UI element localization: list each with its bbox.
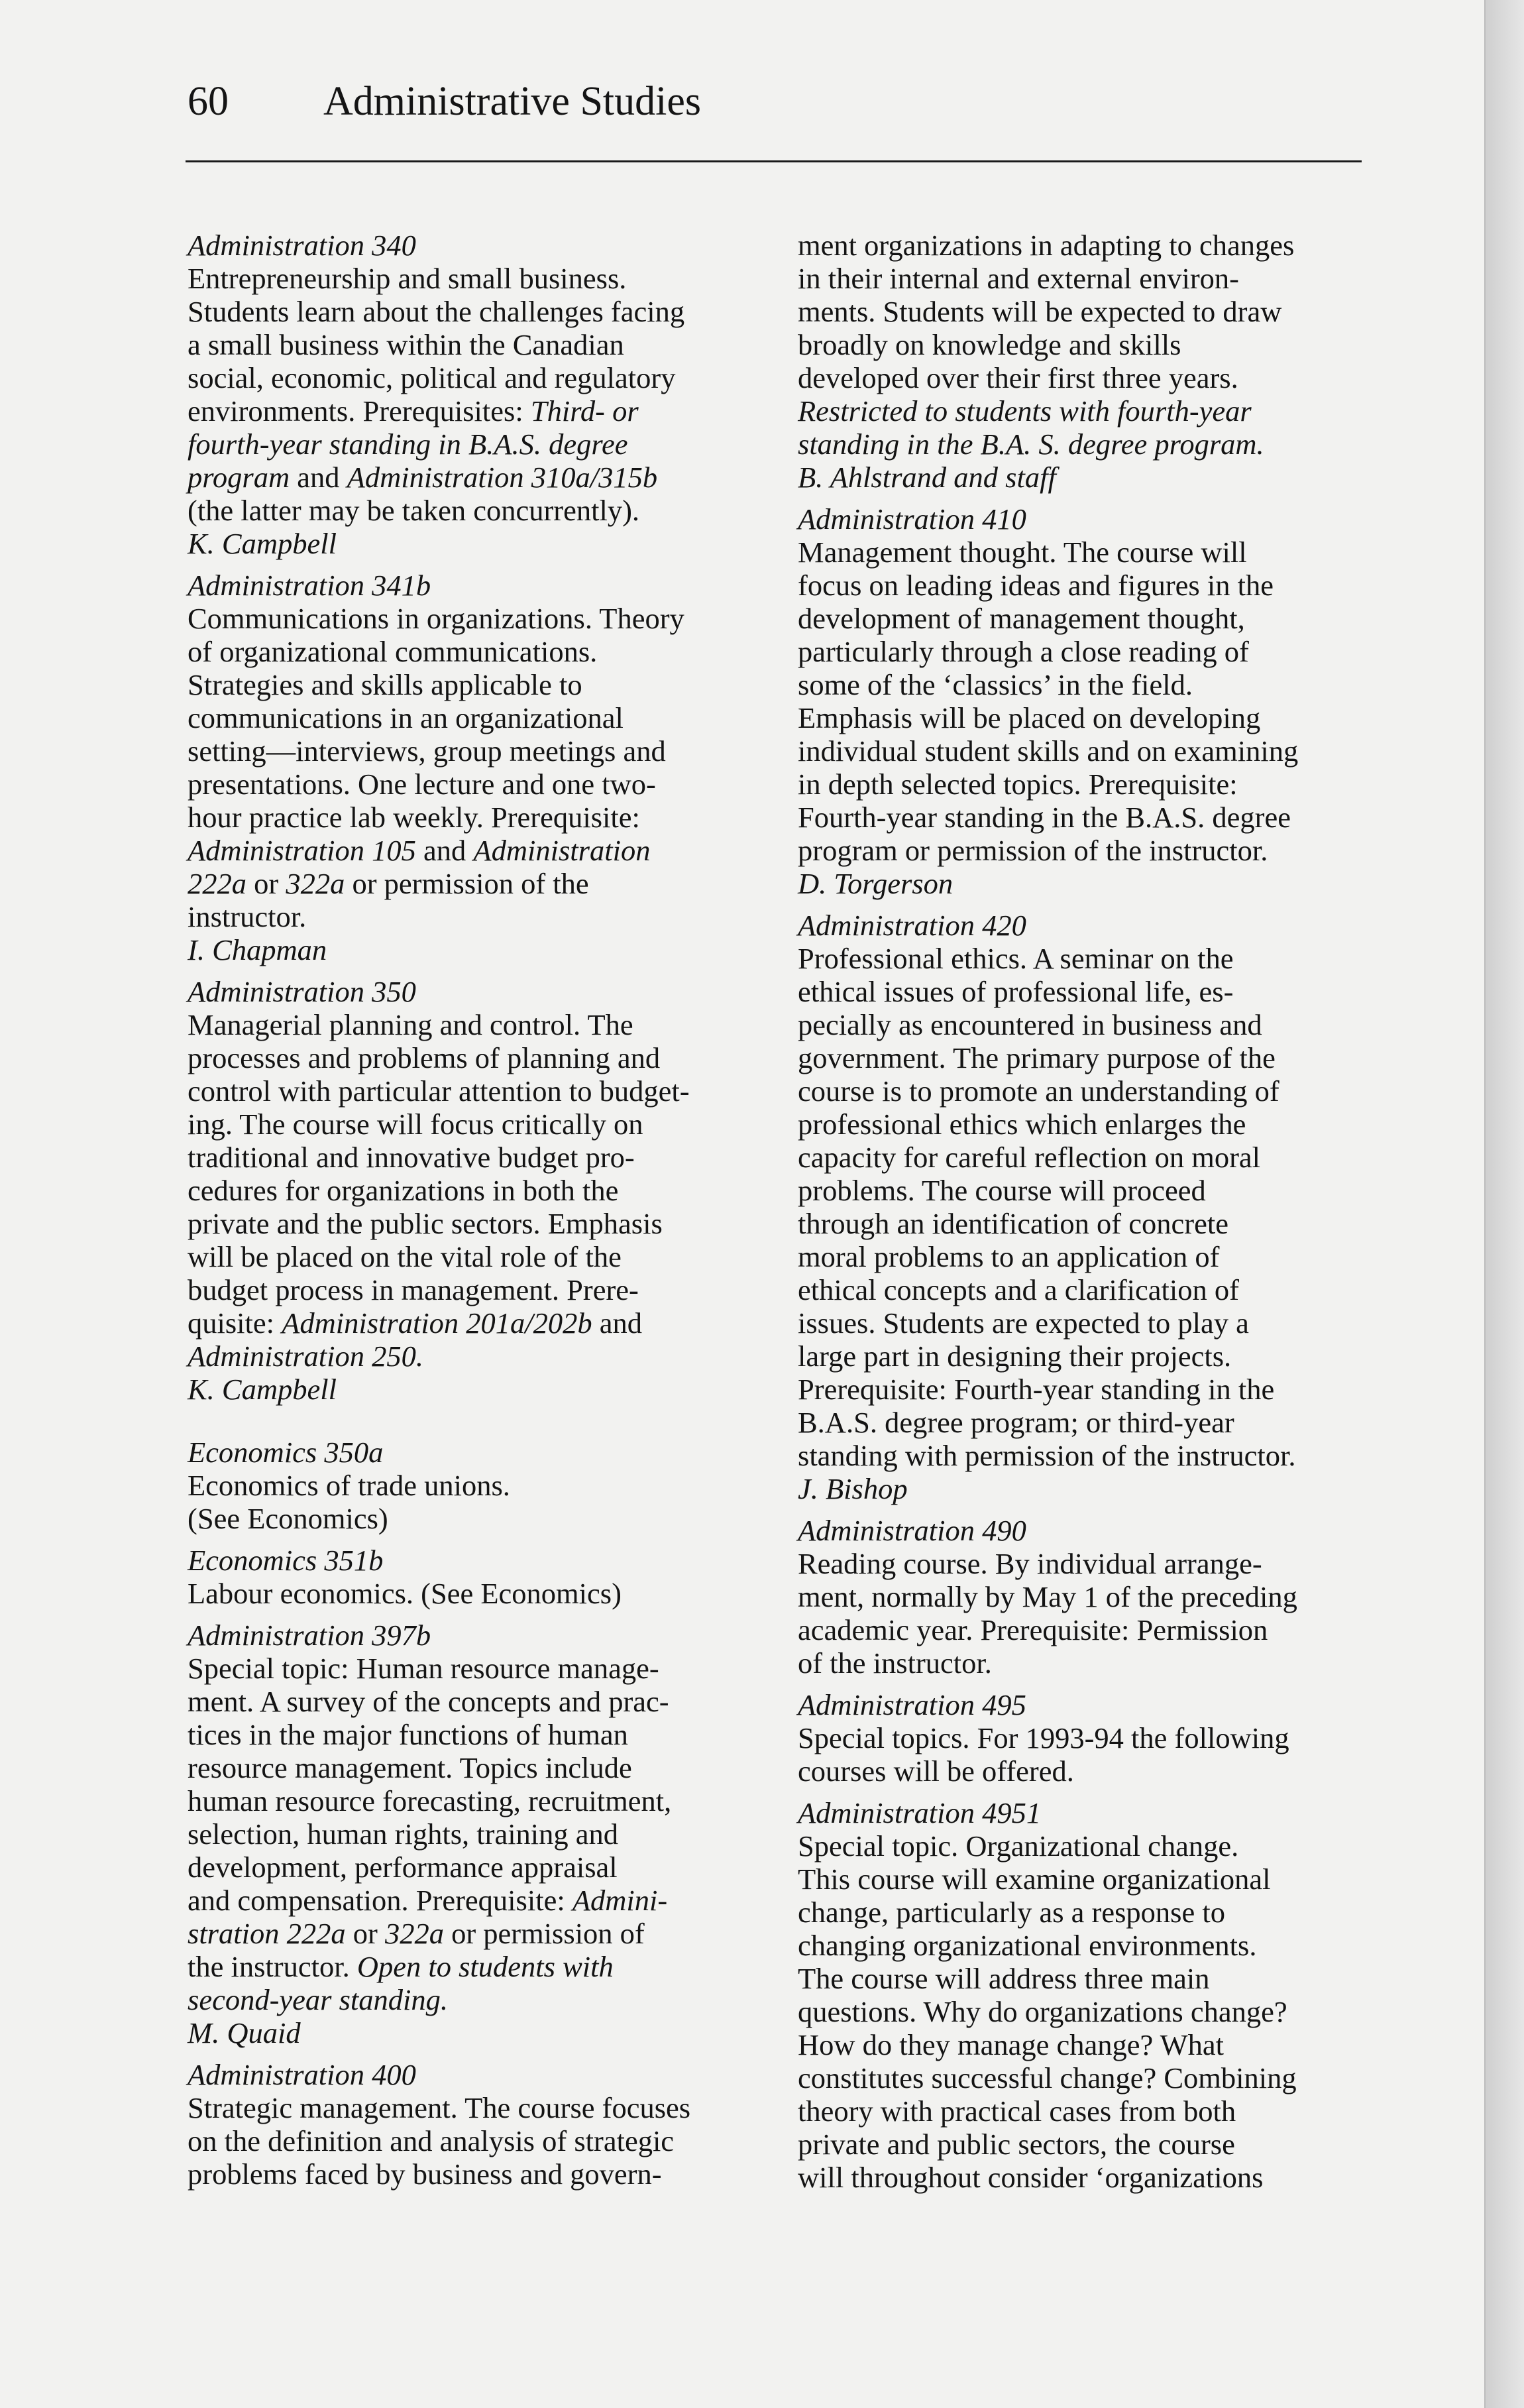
text-run: Reading course. By individual arrange- <box>798 1547 1262 1580</box>
text-run: cedures for organizations in both the <box>188 1174 619 1207</box>
italic-text: fourth-year standing in B.A.S. degree <box>188 428 628 461</box>
course-text-line <box>798 1240 1368 1273</box>
text-run: development of management thought, <box>798 602 1245 635</box>
course-text-line <box>798 1273 1368 1306</box>
text-run: Strategies and skills applicable to <box>188 668 582 701</box>
text-run: problems. The course will proceed <box>798 1174 1206 1207</box>
course-text-line <box>188 1884 757 1917</box>
page-number: 60 <box>188 79 229 124</box>
course-text-line <box>188 1273 757 1306</box>
text-run: This course will examine organizational <box>798 1863 1271 1896</box>
italic-text: Restricted to students with fourth-year <box>798 394 1252 428</box>
course-heading: Administration 340 <box>188 229 416 262</box>
course-entry <box>798 502 1368 900</box>
text-run: resource management. Topics include <box>188 1751 632 1784</box>
course-text-line <box>798 2161 1368 2194</box>
course-text-line <box>188 1718 757 1751</box>
text-run: of the instructor. <box>798 1646 992 1680</box>
course-text-line <box>798 1929 1368 1962</box>
text-run: broadly on knowledge and skills <box>798 328 1181 361</box>
course-text-line <box>798 602 1368 635</box>
course-text-line <box>798 801 1368 834</box>
italic-text: I. Chapman <box>188 933 327 966</box>
course-text-line <box>798 1580 1368 1613</box>
italic-text: standing in the B.A. S. degree program. <box>798 428 1264 461</box>
text-run: quisite: <box>188 1306 282 1340</box>
course-entry <box>188 569 757 966</box>
course-text-line <box>798 1008 1368 1041</box>
text-run: moral problems to an application of <box>798 1240 1220 1273</box>
italic-text: Administration <box>473 834 651 867</box>
italic-text: stration 222a <box>188 1917 346 1950</box>
course-text-line <box>798 2061 1368 2094</box>
course-text-line <box>188 1685 757 1718</box>
text-run: human resource forecasting, recruitment, <box>188 1784 672 1817</box>
course-text-line <box>798 1721 1368 1754</box>
course-text-line <box>798 1340 1368 1373</box>
left-column <box>188 229 757 2199</box>
text-run: Professional ethics. A seminar on the <box>798 942 1234 975</box>
text-run: Managerial planning and control. The <box>188 1008 633 1041</box>
course-entry <box>798 1688 1368 1788</box>
course-text-line <box>188 1041 757 1074</box>
course-text-line <box>798 569 1368 602</box>
course-text-line <box>798 1306 1368 1340</box>
italic-text: Administration 250. <box>188 1340 424 1373</box>
course-text-line <box>188 1817 757 1851</box>
course-text-line <box>188 1950 757 1983</box>
italic-text: K. Campbell <box>188 1373 337 1406</box>
header-rule <box>186 160 1362 162</box>
text-run: Management thought. The course will <box>798 536 1247 569</box>
course-heading: Administration 495 <box>798 1688 1026 1721</box>
course-text-line <box>188 461 757 494</box>
italic-text: Third- or <box>530 394 639 428</box>
text-run: focus on leading ideas and figures in the <box>798 569 1274 602</box>
course-text-line <box>798 2094 1368 2128</box>
scan-edge <box>1486 0 1524 2408</box>
text-run: questions. Why do organizations change? <box>798 1995 1287 2028</box>
text-run: B.A.S. degree program; or third-year <box>798 1406 1234 1439</box>
italic-text: program <box>188 461 290 494</box>
course-heading: Administration 397b <box>188 1619 431 1652</box>
course-text-line <box>798 328 1368 361</box>
course-heading: Economics 350a <box>188 1436 384 1469</box>
course-text-line <box>798 1041 1368 1074</box>
course-heading: Administration 350 <box>188 975 416 1008</box>
text-run: ment organizations in adapting to changes <box>798 229 1295 262</box>
text-run: Special topic: Human resource manage- <box>188 1652 659 1685</box>
text-run: or <box>345 1917 385 1950</box>
course-text-line <box>798 701 1368 734</box>
course-text-line <box>188 1340 757 1373</box>
course-text-line <box>798 768 1368 801</box>
course-text-line <box>798 2028 1368 2061</box>
text-run: (the latter may be taken concurrently). <box>188 494 640 527</box>
text-run: the instructor. <box>188 1950 357 1983</box>
course-text-line <box>798 295 1368 328</box>
course-text-line <box>188 867 757 900</box>
text-run: capacity for careful reflection on moral <box>798 1141 1261 1174</box>
italic-text: Administration 201a/202b <box>282 1306 592 1340</box>
course-text-line <box>798 1074 1368 1108</box>
text-run: Students learn about the challenges facing <box>188 295 685 328</box>
course-text-line <box>188 1983 757 2016</box>
course-text-line <box>798 1373 1368 1406</box>
course-text-line <box>798 1207 1368 1240</box>
text-run: Prerequisite: Fourth-year standing in the <box>798 1373 1275 1406</box>
text-run: pecially as encountered in business and <box>798 1008 1262 1041</box>
course-entry <box>188 229 757 560</box>
text-run: development, performance appraisal <box>188 1851 618 1884</box>
text-run: in their internal and external environ- <box>798 262 1240 295</box>
course-text-line <box>188 635 757 668</box>
course-text-line <box>188 328 757 361</box>
course-text-line <box>798 229 1368 262</box>
italic-text: Admini- <box>572 1884 668 1917</box>
course-entry <box>188 1619 757 2049</box>
course-entry <box>798 1514 1368 1680</box>
course-text-line <box>798 361 1368 394</box>
course-text-line <box>798 635 1368 668</box>
text-run: Fourth-year standing in the B.A.S. degree <box>798 801 1291 834</box>
course-text-line <box>798 461 1368 494</box>
text-run: will throughout consider ‘organizations <box>798 2161 1264 2194</box>
course-text-line <box>188 262 757 295</box>
course-text-line <box>798 1141 1368 1174</box>
text-run: and <box>290 461 347 494</box>
text-run: Labour economics. (See Economics) <box>188 1577 622 1610</box>
course-text-line <box>188 834 757 867</box>
course-text-line <box>798 1896 1368 1929</box>
course-text-line <box>798 1863 1368 1896</box>
text-run: and <box>415 834 474 867</box>
text-run: budget process in management. Prere- <box>188 1273 639 1306</box>
italic-text: 322a <box>286 867 345 900</box>
course-text-line <box>188 1917 757 1950</box>
course-text-line <box>188 527 757 560</box>
course-text-line <box>188 1074 757 1108</box>
text-run: communications in an organizational <box>188 701 624 734</box>
text-run: on the definition and analysis of strategic <box>188 2124 675 2157</box>
text-run: private and the public sectors. Emphasis <box>188 1207 663 1240</box>
course-text-line <box>188 1784 757 1817</box>
text-run: theory with practical cases from both <box>798 2094 1236 2128</box>
italic-text: K. Campbell <box>188 527 337 560</box>
course-heading: Economics 351b <box>188 1544 384 1577</box>
text-run: through an identification of concrete <box>798 1207 1228 1240</box>
course-text-line <box>188 361 757 394</box>
text-run: or <box>246 867 286 900</box>
italic-text: B. Ahlstrand and staff <box>798 461 1056 494</box>
course-text-line <box>188 494 757 527</box>
italic-text: second-year standing. <box>188 1983 449 2016</box>
course-text-line <box>798 668 1368 701</box>
course-text-line <box>188 701 757 734</box>
text-run: ment, normally by May 1 of the preceding <box>798 1580 1297 1613</box>
course-text-line <box>798 867 1368 900</box>
course-text-line <box>798 1613 1368 1646</box>
course-entry <box>188 2058 757 2191</box>
course-text-line <box>188 1502 757 1535</box>
text-run: issues. Students are expected to play a <box>798 1306 1249 1340</box>
italic-text: Open to students with <box>356 1950 614 1983</box>
course-heading: Administration 490 <box>798 1514 1026 1547</box>
text-run: Economics of trade unions. <box>188 1469 510 1502</box>
text-run: ments. Students will be expected to draw <box>798 295 1282 328</box>
text-run: and <box>592 1306 643 1340</box>
course-text-line <box>188 1141 757 1174</box>
course-entry <box>798 909 1368 1505</box>
course-text-line <box>188 1008 757 1041</box>
course-text-line <box>188 900 757 933</box>
course-entry <box>798 229 1368 494</box>
course-text-line <box>798 2128 1368 2161</box>
text-run: or permission of <box>443 1917 645 1950</box>
course-text-line <box>798 1995 1368 2028</box>
course-text-line <box>188 1373 757 1406</box>
course-heading: Administration 400 <box>188 2058 416 2091</box>
course-text-line <box>188 2091 757 2124</box>
course-text-line <box>798 536 1368 569</box>
text-run: and compensation. Prerequisite: <box>188 1884 572 1917</box>
text-run: How do they manage change? What <box>798 2028 1224 2061</box>
course-text-line <box>798 1174 1368 1207</box>
course-text-line <box>188 2016 757 2049</box>
course-entry <box>188 1436 757 1535</box>
course-text-line <box>188 1207 757 1240</box>
course-text-line <box>188 801 757 834</box>
text-run: some of the ‘classics’ in the field. <box>798 668 1193 701</box>
italic-text: M. Quaid <box>188 2016 301 2049</box>
course-text-line <box>798 975 1368 1008</box>
course-text-line <box>798 1646 1368 1680</box>
section-title: Administrative Studies <box>323 79 702 124</box>
course-text-line <box>188 768 757 801</box>
course-text-line <box>188 1469 757 1502</box>
text-run: will be placed on the vital role of the <box>188 1240 622 1273</box>
course-text-line <box>798 1547 1368 1580</box>
course-text-line <box>798 834 1368 867</box>
text-run: tices in the major functions of human <box>188 1718 628 1751</box>
course-text-line <box>188 2157 757 2191</box>
text-run: of organizational communications. <box>188 635 598 668</box>
text-run: standing with permission of the instructor. <box>798 1439 1296 1472</box>
italic-text: 222a <box>188 867 246 900</box>
course-text-line <box>798 262 1368 295</box>
italic-text: J. Bishop <box>798 1472 908 1505</box>
text-run: change, particularly as a response to <box>798 1896 1225 1929</box>
course-text-line <box>188 1652 757 1685</box>
text-run: ing. The course will focus critically on <box>188 1108 643 1141</box>
course-entry <box>188 1544 757 1610</box>
text-run: changing organizational environments. <box>798 1929 1257 1962</box>
text-run: traditional and innovative budget pro- <box>188 1141 635 1174</box>
text-run: private and public sectors, the course <box>798 2128 1235 2161</box>
text-run: program or permission of the instructor. <box>798 834 1268 867</box>
text-run: Entrepreneurship and small business. <box>188 262 627 295</box>
course-text-line <box>188 1751 757 1784</box>
text-run: professional ethics which enlarges the <box>798 1108 1246 1141</box>
course-text-line <box>798 734 1368 768</box>
text-run: ment. A survey of the concepts and prac- <box>188 1685 669 1718</box>
text-run: hour practice lab weekly. Prerequisite: <box>188 801 640 834</box>
text-run: Special topic. Organizational change. <box>798 1829 1239 1863</box>
course-text-line <box>188 1174 757 1207</box>
course-entry <box>798 1796 1368 2194</box>
course-heading: Administration 410 <box>798 502 1026 536</box>
text-run: presentations. One lecture and one two- <box>188 768 656 801</box>
course-text-line <box>188 428 757 461</box>
course-text-line <box>188 933 757 966</box>
text-run: individual student skills and on examining <box>798 734 1299 768</box>
course-heading: Administration 4951 <box>798 1796 1042 1829</box>
course-text-line <box>188 734 757 768</box>
course-heading: Administration 420 <box>798 909 1026 942</box>
course-text-line <box>798 1962 1368 1995</box>
text-run: (See Economics) <box>188 1502 388 1535</box>
text-run: in depth selected topics. Prerequisite: <box>798 768 1238 801</box>
course-text-line <box>188 1851 757 1884</box>
running-head <box>188 72 701 131</box>
course-text-line <box>188 1306 757 1340</box>
course-text-line <box>188 394 757 428</box>
text-run: processes and problems of planning and <box>188 1041 661 1074</box>
text-run: Emphasis will be placed on developing <box>798 701 1261 734</box>
text-run: setting—interviews, group meetings and <box>188 734 666 768</box>
text-run: constitutes successful change? Combining <box>798 2061 1297 2094</box>
text-run: developed over their first three years. <box>798 361 1238 394</box>
text-run: academic year. Prerequisite: Permission <box>798 1613 1268 1646</box>
italic-text: D. Torgerson <box>798 867 953 900</box>
text-run: Strategic management. The course focuses <box>188 2091 691 2124</box>
text-run: control with particular attention to budget- <box>188 1074 690 1108</box>
text-run: ethical issues of professional life, es- <box>798 975 1234 1008</box>
course-text-line <box>188 2124 757 2157</box>
text-run: instructor. <box>188 900 307 933</box>
text-run: courses will be offered. <box>798 1754 1074 1788</box>
course-text-line <box>798 1439 1368 1472</box>
italic-text: Administration 105 <box>188 834 416 867</box>
text-run: Special topics. For 1993-94 the following <box>798 1721 1289 1754</box>
text-run: course is to promote an understanding of <box>798 1074 1279 1108</box>
course-text-line <box>188 1577 757 1610</box>
text-run: Communications in organizations. Theory <box>188 602 684 635</box>
course-text-line <box>188 1240 757 1273</box>
right-column <box>798 229 1368 2203</box>
course-entry <box>188 975 757 1406</box>
course-text-line <box>798 942 1368 975</box>
course-text-line <box>798 1472 1368 1505</box>
course-text-line <box>188 1108 757 1141</box>
text-run: or permission of the <box>345 867 589 900</box>
text-run: environments. Prerequisites: <box>188 394 531 428</box>
text-run: particularly through a close reading of <box>798 635 1249 668</box>
text-run: problems faced by business and govern- <box>188 2157 662 2191</box>
course-heading: Administration 341b <box>188 569 431 602</box>
text-run: a small business within the Canadian <box>188 328 624 361</box>
course-text-line <box>188 602 757 635</box>
course-text-line <box>798 394 1368 428</box>
course-text-line <box>798 1406 1368 1439</box>
course-text-line <box>798 1754 1368 1788</box>
text-run: selection, human rights, training and <box>188 1817 619 1851</box>
text-run: social, economic, political and regulatory <box>188 361 676 394</box>
text-run: The course will address three main <box>798 1962 1210 1995</box>
course-text-line <box>188 668 757 701</box>
italic-text: Administration 310a/315b <box>347 461 658 494</box>
course-text-line <box>798 428 1368 461</box>
course-text-line <box>188 295 757 328</box>
course-text-line <box>798 1108 1368 1141</box>
course-text-line <box>798 1829 1368 1863</box>
text-run: large part in designing their projects. <box>798 1340 1232 1373</box>
italic-text: 322a <box>384 1917 444 1950</box>
text-run: government. The primary purpose of the <box>798 1041 1276 1074</box>
text-run: ethical concepts and a clarification of <box>798 1273 1239 1306</box>
